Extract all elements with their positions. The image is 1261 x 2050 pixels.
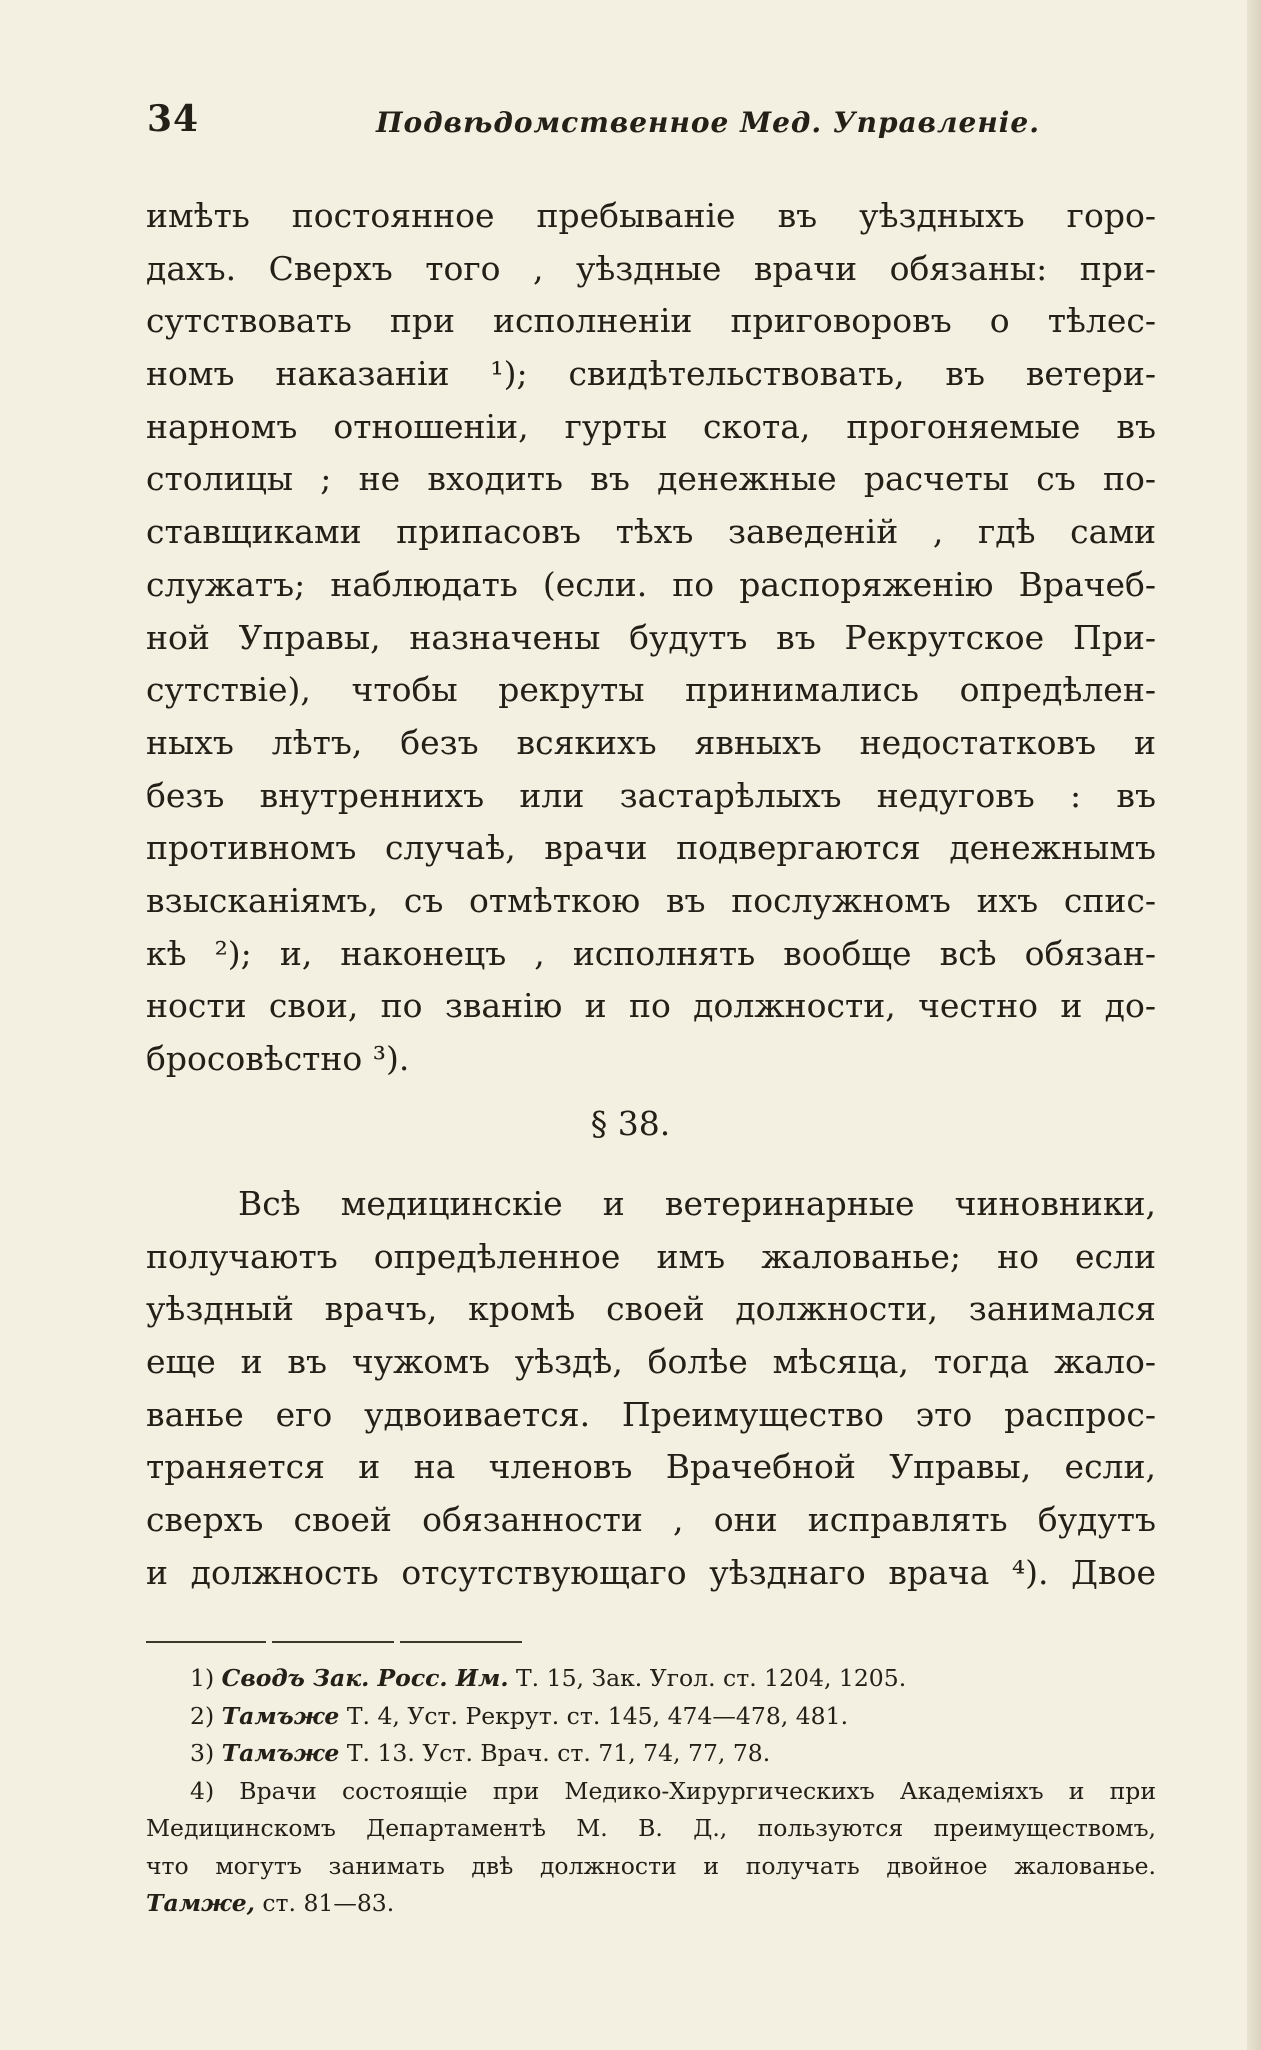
page-header: [147, 98, 1147, 148]
footnote-marker: 3): [190, 1739, 215, 1767]
text-line: и должность отсутствующаго уѣзднаго врача ⁴). Двое: [146, 1552, 1156, 1592]
text-line: противномъ случаѣ, врачи подвергаются денежнымъ: [146, 828, 1156, 868]
footnote-rule: [400, 1641, 522, 1643]
footnote-source: Тамъже: [221, 1739, 340, 1767]
text-line: имѣть постоянное пребываніе въ уѣздныхъ горо-: [146, 196, 1156, 235]
text-line: нарномъ отношеніи, гурты скота, прогоняемые въ: [146, 406, 1156, 446]
text-line: сверхъ своей обязанности , они исправлять будутъ: [146, 1500, 1156, 1540]
footnote-text: Врачи состоящіе при Медико-Хирургическихъ Академіяхъ и при: [214, 1776, 1156, 1805]
page-number: 34: [147, 98, 200, 140]
text-line: Всѣ медицинскіе и ветеринарные чиновники,: [238, 1184, 1156, 1223]
text-line: еще и въ чужомъ уѣздѣ, болѣе мѣсяца, тогда жало-: [146, 1342, 1156, 1382]
footnote-source: Тамъже: [221, 1701, 340, 1730]
text-line: ности свои, по званію и по должности, честно и до-: [146, 986, 1156, 1026]
text-line: траняется и на членовъ Врачебной Управы, если,: [146, 1447, 1156, 1487]
footnote-text: Т. 13. Уст. Врач. ст. 71, 74, 77, 78.: [339, 1739, 771, 1767]
footnote-text: Т. 15, Зак. Угол. ст. 1204, 1205.: [508, 1664, 907, 1692]
paragraph-1: [146, 190, 1156, 1086]
footnotes: [146, 1660, 1156, 1923]
text-line: кѣ ²); и, наконецъ , исполнять вообще всѣ обязан-: [146, 933, 1156, 973]
footnote-text: ст. 81—83.: [254, 1889, 395, 1917]
text-line: дахъ. Сверхъ того , уѣздные врачи обязаны: при-: [146, 248, 1156, 288]
footnote-rule: [272, 1641, 394, 1643]
footnote-3: [146, 1735, 1156, 1773]
footnote-4-line: Медицинскомъ Департаментѣ М. В. Д., пользуются преимуществомъ,: [146, 1814, 1156, 1842]
paragraph-2: [146, 1178, 1156, 1600]
text-line: ставщиками припасовъ тѣхъ заведеній , гдѣ сами: [146, 512, 1156, 552]
text-line: бросовѣстно ³).: [146, 1039, 410, 1078]
footnote-4: [146, 1773, 1156, 1811]
running-head: Подвѣдомственное Мед. Управленіе.: [376, 106, 1040, 139]
footnote-4-line: что могутъ занимать двѣ должности и получать двойное жалованье.: [146, 1851, 1156, 1880]
footnote-source: Сводъ Зак. Росс. Им.: [221, 1664, 509, 1692]
text-line: безъ внутреннихъ или застарѣлыхъ недуговъ : въ: [146, 775, 1156, 815]
footnote-marker: 1): [190, 1664, 215, 1692]
text-line: столицы ; не входить въ денежные расчеты съ по-: [146, 459, 1156, 499]
footnote-source: Тамже,: [146, 1889, 255, 1917]
text-line: сутствіе), чтобы рекруты принимались опредѣлен-: [146, 670, 1156, 710]
footnote-2: [146, 1698, 1156, 1736]
text-line: ной Управы, назначены будутъ въ Рекрутское При-: [146, 617, 1156, 657]
text-line: уѣздный врачъ, кромѣ своей должности, занимался: [146, 1289, 1156, 1329]
page-edge: [1247, 0, 1261, 2050]
footnote-1: [146, 1660, 1156, 1698]
footnote-marker: 2): [190, 1701, 215, 1730]
text-line: ванье его удвоивается. Преимущество это распрос-: [146, 1394, 1156, 1434]
footnote-4-line: [146, 1885, 1156, 1923]
text-line: служатъ; наблюдать (если. по распоряженію Врачеб-: [146, 564, 1156, 604]
section-heading: § 38.: [590, 1104, 671, 1143]
footnote-text: Т. 4, Уст. Рекрут. ст. 145, 474—478, 481.: [339, 1701, 849, 1730]
text-line: взысканіямъ, съ отмѣткою въ послужномъ ихъ спис-: [146, 880, 1156, 920]
footnote-rule: [146, 1641, 266, 1643]
footnote-marker: 4): [190, 1776, 215, 1805]
text-line: номъ наказаніи ¹); свидѣтельствовать, въ ветери-: [146, 354, 1156, 394]
text-line: ныхъ лѣтъ, безъ всякихъ явныхъ недостатковъ и: [146, 722, 1156, 762]
text-line: получаютъ опредѣленное имъ жалованье; но если: [146, 1236, 1156, 1276]
text-line: сутствовать при исполненіи приговоровъ о тѣлес-: [146, 301, 1156, 341]
